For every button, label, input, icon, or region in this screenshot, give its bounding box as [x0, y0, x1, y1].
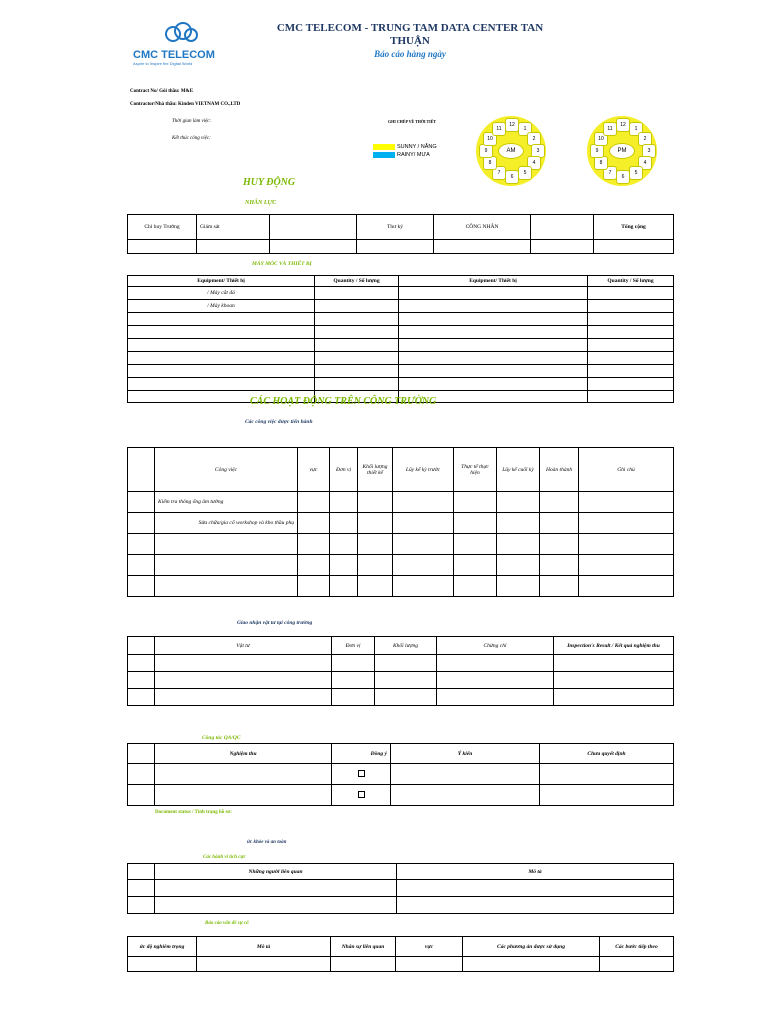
work-index-header [128, 448, 155, 492]
work-cell[interactable] [579, 555, 674, 576]
work-header-design-qty: Khối lượng thiết kế [358, 448, 393, 492]
work-cell[interactable] [540, 576, 579, 597]
qaqc-header-opinion: Ý kiến [391, 744, 540, 764]
work-cell[interactable] [454, 513, 497, 534]
materials-cell[interactable] [437, 655, 554, 672]
equipment-cell[interactable] [399, 378, 588, 391]
work-cell[interactable] [579, 534, 674, 555]
contractor: Contractor/Nhà thầu: Kinden VIETNAM CO.,LTD [130, 102, 241, 107]
qaqc-cell[interactable] [128, 785, 155, 806]
quantity-cell[interactable] [588, 313, 674, 326]
work-header-complete: Hoàn thành [540, 448, 579, 492]
equipment-row[interactable] [128, 365, 315, 378]
work-cell[interactable] [298, 576, 330, 597]
materials-header-qty: Khối lượng [375, 637, 437, 655]
work-cell[interactable] [298, 555, 330, 576]
work-header-prev: Lũy kế kỳ trước [393, 448, 454, 492]
labor-cell[interactable] [594, 240, 674, 254]
work-row-task[interactable] [155, 555, 298, 576]
labor-header-total: Tổng cộng [594, 215, 674, 240]
work-row-task[interactable] [155, 576, 298, 597]
pm-hour-2[interactable]: 2 [638, 132, 652, 146]
quantity-cell[interactable] [588, 352, 674, 365]
materials-cell[interactable] [437, 689, 554, 706]
incident-table [127, 936, 674, 972]
quantity-cell[interactable] [588, 339, 674, 352]
work-cell[interactable] [298, 492, 330, 513]
equipment-row[interactable] [128, 313, 315, 326]
work-cell[interactable] [330, 555, 358, 576]
work-cell[interactable] [330, 513, 358, 534]
work-cell[interactable] [330, 534, 358, 555]
work-header-area: vực [298, 448, 330, 492]
work-cell[interactable] [454, 576, 497, 597]
labor-header-secretary: Thư ký [357, 215, 434, 240]
materials-header-result: Inspection's Result / Kết quả nghiệm thu [554, 637, 674, 655]
sunny-swatch [373, 144, 395, 150]
incident-cell[interactable] [463, 957, 600, 972]
work-index[interactable] [128, 513, 155, 534]
equipment-cell[interactable] [399, 313, 588, 326]
qaqc-cell[interactable] [155, 764, 332, 785]
pm-hour-3[interactable]: 3 [642, 144, 656, 158]
unsafe-cell[interactable] [397, 880, 674, 897]
incident-cell[interactable] [600, 957, 674, 972]
am-hour-4[interactable]: 4 [527, 156, 541, 170]
labor-header-blank2 [531, 215, 594, 240]
equipment-table [127, 275, 674, 403]
report-title-line1: CMC TELECOM - TRUNG TAM DATA CENTER TAN [276, 22, 544, 34]
equipment-cell[interactable] [399, 365, 588, 378]
work-header-unit: Đơn vị [330, 448, 358, 492]
work-cell[interactable] [579, 513, 674, 534]
incident-header-personnel: Nhân sự liên quan [331, 937, 396, 957]
report-title-line2: THUẬN [390, 35, 430, 47]
labor-header-workers: CÔNG NHÂN [434, 215, 531, 240]
work-table [127, 447, 674, 597]
work-cell[interactable] [358, 534, 393, 555]
report-subtitle: Báo cáo hàng ngày [374, 49, 446, 59]
qaqc-index-header [128, 744, 155, 764]
materials-cell[interactable] [332, 689, 375, 706]
materials-header-unit: Đơn vị [332, 637, 375, 655]
work-index[interactable] [128, 576, 155, 597]
pm-hour-8[interactable]: 8 [594, 156, 608, 170]
materials-cell[interactable] [554, 672, 674, 689]
qaqc-cell[interactable] [540, 785, 674, 806]
equipment-cell[interactable] [399, 326, 588, 339]
quantity-cell[interactable] [588, 378, 674, 391]
incident-cell[interactable] [331, 957, 396, 972]
qaqc-cell[interactable] [128, 764, 155, 785]
materials-cell[interactable] [128, 672, 155, 689]
labor-cell[interactable] [357, 240, 434, 254]
unsafe-table [127, 863, 674, 914]
quantity-cell[interactable] [588, 287, 674, 300]
quantity-cell[interactable] [315, 339, 399, 352]
incident-cell[interactable] [197, 957, 331, 972]
work-cell[interactable] [393, 534, 454, 555]
equipment-header-2: Equipment/ Thiết bị [399, 276, 588, 287]
qaqc-table [127, 743, 674, 806]
labor-cell[interactable] [197, 240, 270, 254]
work-cell[interactable] [358, 513, 393, 534]
quantity-cell[interactable] [315, 313, 399, 326]
logo-name: CMC TELECOM [133, 49, 215, 61]
unsafe-index-header [128, 864, 155, 880]
am-hour-10[interactable]: 10 [483, 132, 497, 146]
pm-hour-7[interactable]: 7 [603, 166, 617, 180]
quantity-cell[interactable] [315, 300, 399, 313]
equipment-cell[interactable] [399, 339, 588, 352]
am-hour-3[interactable]: 3 [531, 144, 545, 158]
equipment-row[interactable] [128, 352, 315, 365]
equipment-cell[interactable] [399, 287, 588, 300]
equipment-row[interactable]: / Máy khoan [128, 300, 315, 313]
qaqc-cell[interactable] [391, 764, 540, 785]
pm-hour-9[interactable]: 9 [590, 144, 604, 158]
qaqc-header-agree: Đồng ý [332, 744, 391, 764]
labor-cell[interactable] [531, 240, 594, 254]
quantity-cell[interactable] [315, 365, 399, 378]
work-cell[interactable] [497, 513, 540, 534]
materials-cell[interactable] [554, 655, 674, 672]
materials-cell[interactable] [155, 655, 332, 672]
work-header-task: Công việc [155, 448, 298, 492]
materials-header-cert: Chứng chỉ [437, 637, 554, 655]
mobilization-title: HUY ĐỘNG [243, 177, 296, 188]
qaqc-agree-cell [332, 764, 391, 785]
logo-tagline: Aspire to Inspire the Digital World [133, 61, 193, 66]
pm-hour-1[interactable]: 1 [629, 122, 643, 136]
work-cell[interactable] [393, 492, 454, 513]
materials-cell[interactable] [375, 672, 437, 689]
pm-hour-12[interactable]: 12 [616, 118, 630, 132]
am-hour-7[interactable]: 7 [492, 166, 506, 180]
sunny-label: SUNNY / NẮNG [397, 144, 437, 150]
work-row-task[interactable]: Sửa chữa/gia cố workshop và kho thầu phụ [155, 513, 298, 534]
am-hour-2[interactable]: 2 [527, 132, 541, 146]
incident-header-measures: Các phương án được sử dụng [463, 937, 600, 957]
rainy-swatch [373, 152, 395, 158]
work-cell[interactable] [358, 492, 393, 513]
activities-title: CÁC HOẠT ĐỘNG TRÊN CÔNG TRƯỜNG [250, 396, 437, 407]
work-cell[interactable] [540, 513, 579, 534]
document-status: Document status / Tình trạng hồ sơ: [155, 810, 232, 815]
equipment-cell[interactable] [399, 300, 588, 313]
work-index[interactable] [128, 534, 155, 555]
am-clock [476, 116, 546, 186]
incident-cell[interactable] [128, 957, 197, 972]
agree-checkbox[interactable] [358, 791, 365, 798]
work-cell[interactable] [358, 555, 393, 576]
equipment-row[interactable] [128, 326, 315, 339]
work-header-actual: Thực tế thực hiện [454, 448, 497, 492]
work-cell[interactable] [298, 513, 330, 534]
work-index[interactable] [128, 555, 155, 576]
materials-cell[interactable] [128, 689, 155, 706]
work-header-notes: Ghi chú [579, 448, 674, 492]
unsafe-cell[interactable] [397, 897, 674, 914]
equipment-header-1: Equipment/ Thiết bị [128, 276, 315, 287]
quantity-cell[interactable] [315, 287, 399, 300]
pm-clock-center: PM [609, 143, 635, 159]
am-hour-1[interactable]: 1 [518, 122, 532, 136]
weather-legend-rainy [373, 152, 453, 159]
cloud-logo-icon [133, 20, 223, 46]
quantity-cell[interactable] [315, 352, 399, 365]
labor-title: NHÂN LỰC [245, 200, 277, 206]
work-index[interactable] [128, 492, 155, 513]
qaqc-agree-cell [332, 785, 391, 806]
am-hour-6[interactable]: 6 [505, 170, 519, 184]
work-cell[interactable] [540, 555, 579, 576]
work-cell[interactable] [454, 555, 497, 576]
materials-cell[interactable] [332, 655, 375, 672]
qaqc-cell[interactable] [155, 785, 332, 806]
equipment-row[interactable] [128, 339, 315, 352]
work-cell[interactable] [330, 492, 358, 513]
quantity-cell[interactable] [588, 300, 674, 313]
qaqc-header-acceptance: Nghiệm thu [155, 744, 332, 764]
work-cell[interactable] [540, 492, 579, 513]
labor-header-supervisor: Giám sát [197, 215, 270, 240]
work-header-cumulative: Lũy kế cuối kỳ [497, 448, 540, 492]
pm-hour-10[interactable]: 10 [594, 132, 608, 146]
am-clock-center: AM [498, 143, 524, 159]
incident-title: Báo cáo vấn đề sự cố [205, 921, 249, 926]
safety-title: ức khỏe và an toàn [247, 840, 287, 845]
materials-cell[interactable] [332, 672, 375, 689]
labor-cell[interactable] [270, 240, 357, 254]
contract-no: Contract No/ Gói thầu: M&E [130, 89, 194, 94]
rainy-label: RAINY/ MƯA [397, 152, 430, 158]
labor-header-commander: Chỉ huy Trưởng [128, 215, 197, 240]
work-cell[interactable] [497, 576, 540, 597]
materials-title: Giao nhận vật tư tại công trường [237, 620, 313, 626]
pm-clock [587, 116, 657, 186]
materials-cell[interactable] [437, 672, 554, 689]
equipment-row[interactable] [128, 378, 315, 391]
qaqc-title: Công tác QA/QC [202, 735, 241, 741]
unsafe-cell[interactable] [128, 880, 155, 897]
incident-header-description: Mô tả [197, 937, 331, 957]
incident-header-area: vực [396, 937, 463, 957]
qaqc-header-undecided: Chưa quyết định [540, 744, 674, 764]
materials-cell[interactable] [375, 689, 437, 706]
work-cell[interactable] [497, 555, 540, 576]
equipment-row[interactable]: / Máy cắt đá [128, 287, 315, 300]
materials-header-material: Vật tư [155, 637, 332, 655]
quantity-cell[interactable] [588, 326, 674, 339]
am-hour-11[interactable]: 11 [492, 122, 506, 136]
pm-hour-11[interactable]: 11 [603, 122, 617, 136]
quantity-header-2: Quantity / Số lượng [588, 276, 674, 287]
start-time-label: Thời gian làm việc: [172, 119, 212, 124]
am-hour-12[interactable]: 12 [505, 118, 519, 132]
work-cell[interactable] [393, 555, 454, 576]
work-cell[interactable] [579, 576, 674, 597]
work-cell[interactable] [393, 576, 454, 597]
materials-cell[interactable] [375, 655, 437, 672]
qaqc-cell[interactable] [391, 785, 540, 806]
work-row-task[interactable] [155, 534, 298, 555]
work-cell[interactable] [298, 534, 330, 555]
weather-legend-sunny [373, 144, 453, 151]
materials-table [127, 636, 674, 706]
qaqc-cell[interactable] [540, 764, 674, 785]
am-hour-5[interactable]: 5 [518, 166, 532, 180]
unsafe-cell[interactable] [155, 880, 397, 897]
work-cell[interactable] [330, 576, 358, 597]
work-cell[interactable] [393, 513, 454, 534]
quantity-header-1: Quantity / Số lượng [315, 276, 399, 287]
quantity-cell[interactable] [588, 365, 674, 378]
weather-title: GHI CHÉP VỀ THỜI TIẾT [388, 119, 437, 124]
materials-cell[interactable] [155, 689, 332, 706]
equipment-title: MÁY MÓC VÀ THIẾT BỊ [252, 261, 312, 267]
end-time-label: Kết thúc công việc: [172, 136, 211, 141]
unsafe-cell[interactable] [128, 897, 155, 914]
unsafe-header-people: Những người liên quan [155, 864, 397, 880]
am-hour-9[interactable]: 9 [479, 144, 493, 158]
pm-hour-5[interactable]: 5 [629, 166, 643, 180]
agree-checkbox[interactable] [358, 770, 365, 777]
pm-hour-6[interactable]: 6 [616, 170, 630, 184]
materials-cell[interactable] [155, 672, 332, 689]
incident-cell[interactable] [396, 957, 463, 972]
labor-cell[interactable] [128, 240, 197, 254]
unsafe-header-description: Mô tả [397, 864, 674, 880]
am-hour-8[interactable]: 8 [483, 156, 497, 170]
quantity-cell[interactable] [315, 378, 399, 391]
work-cell[interactable] [454, 492, 497, 513]
work-cell[interactable] [454, 534, 497, 555]
labor-cell[interactable] [434, 240, 531, 254]
incident-header-severity: ức độ nghiêm trọng [128, 937, 197, 957]
labor-table [127, 214, 674, 254]
work-cell[interactable] [540, 534, 579, 555]
materials-cell[interactable] [128, 655, 155, 672]
pm-hour-4[interactable]: 4 [638, 156, 652, 170]
work-cell[interactable] [358, 576, 393, 597]
company-logo [133, 20, 223, 70]
equipment-cell[interactable] [399, 352, 588, 365]
materials-index-header [128, 637, 155, 655]
work-cell[interactable] [497, 492, 540, 513]
work-cell[interactable] [497, 534, 540, 555]
incident-header-next-steps: Các bước tiếp theo [600, 937, 674, 957]
work-title: Các công việc được tiến hành [245, 419, 313, 425]
materials-cell[interactable] [554, 689, 674, 706]
labor-header-blank [270, 215, 357, 240]
work-cell[interactable] [579, 492, 674, 513]
unsafe-title: Các hành vi tích cực [203, 855, 246, 860]
unsafe-cell[interactable] [155, 897, 397, 914]
quantity-cell[interactable] [588, 391, 674, 403]
quantity-cell[interactable] [315, 326, 399, 339]
work-row-task[interactable]: Kiểm tra thông ống âm tường [155, 492, 298, 513]
